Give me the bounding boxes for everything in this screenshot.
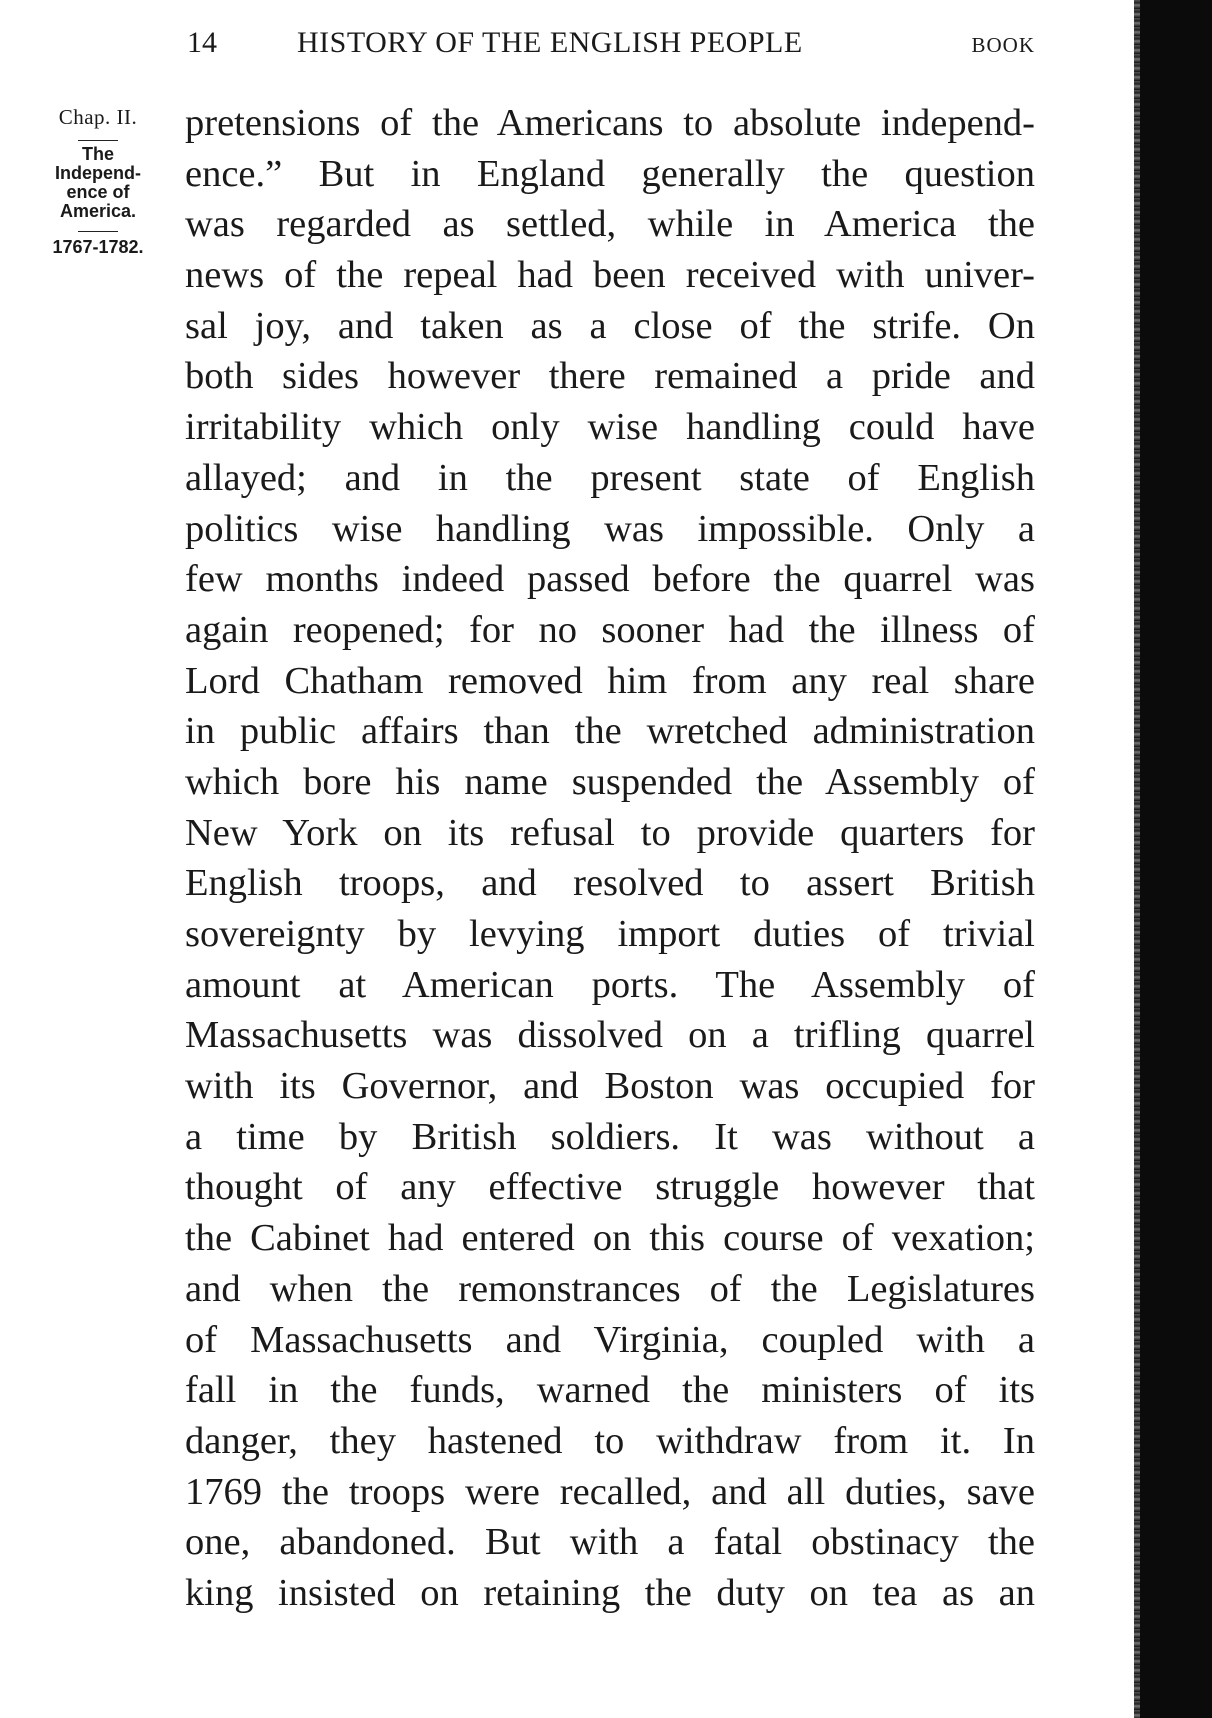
text-line: danger, they hastened to withdraw from it. In — [185, 1419, 1035, 1462]
text-line: one, abandoned. But with a fatal obstinacy the — [185, 1521, 1035, 1564]
text-line: Massachusetts was dissolved on a trifling quarrel — [185, 1014, 1035, 1057]
text-line: pretensions of the Americans to absolute independ- — [185, 102, 1035, 144]
text-line: few months indeed passed before the quarrel was — [185, 558, 1035, 601]
sidenote-topic-line: Independ- — [55, 163, 141, 183]
text-line: with its Governor, and Boston was occupied for — [185, 1065, 1035, 1108]
page-number: 14 — [187, 26, 217, 59]
text-line: a time by British soldiers. It was without a — [185, 1115, 1035, 1158]
text-line: allayed; and in the present state of English — [185, 456, 1035, 499]
scan-binding-shadow — [1140, 0, 1212, 1718]
book-label: BOOK — [971, 33, 1035, 57]
text-line: irritability which only wise handling could have — [185, 406, 1035, 449]
sidenote-topic-line: America. — [59, 201, 137, 221]
text-line: was regarded as settled, while in America the — [185, 203, 1035, 246]
text-line: of Massachusetts and Virginia, coupled with a — [185, 1318, 1035, 1361]
text-line: thought of any effective struggle however that — [185, 1166, 1035, 1209]
text-line: sovereignty by levying import duties of trivial — [185, 913, 1035, 955]
sidenote-dates: 1767-1782. — [52, 237, 144, 257]
text-line: English troops, and resolved to assert British — [185, 862, 1035, 905]
running-title: HISTORY OF THE ENGLISH PEOPLE — [297, 26, 803, 59]
text-line: 1769 the troops were recalled, and all duties, save — [185, 1470, 1035, 1513]
sidenote-topic-line: ence of — [66, 182, 130, 202]
text-line: news of the repeal had been received with univer- — [185, 254, 1035, 297]
text-line: again reopened; for no sooner had the illness of — [185, 608, 1035, 651]
text-line: politics wise handling was impossible. Only a — [185, 507, 1035, 550]
sidenote-rule-bottom — [78, 231, 118, 232]
text-line: which bore his name suspended the Assembly of — [185, 760, 1035, 803]
text-line: New York on its refusal to provide quarters for — [185, 811, 1035, 854]
text-line: king insisted on retaining the duty on tea as an — [185, 1571, 1035, 1614]
text-line: and when the remonstrances of the Legislatures — [185, 1267, 1035, 1310]
text-line: fall in the funds, warned the ministers of its — [185, 1369, 1035, 1412]
text-line: the Cabinet had entered on this course of vexation; — [185, 1217, 1035, 1260]
text-line: amount at American ports. The Assembly of — [185, 963, 1035, 1006]
sidenote-rule-top — [78, 140, 118, 141]
text-line: sal joy, and taken as a close of the strife. On — [185, 304, 1035, 347]
margin-sidenote — [32, 104, 164, 258]
text-line: Lord Chatham removed him from any real share — [185, 659, 1035, 702]
text-line: both sides however there remained a pride and — [185, 355, 1035, 398]
text-line: in public affairs than the wretched administration — [185, 710, 1035, 753]
text-line: ence.” But in England generally the question — [185, 152, 1035, 195]
sidenote-topic-line: The — [81, 144, 114, 164]
page-header — [185, 22, 1035, 66]
body-paragraph — [185, 98, 1035, 1619]
chapter-label: Chap. II. — [58, 105, 138, 129]
